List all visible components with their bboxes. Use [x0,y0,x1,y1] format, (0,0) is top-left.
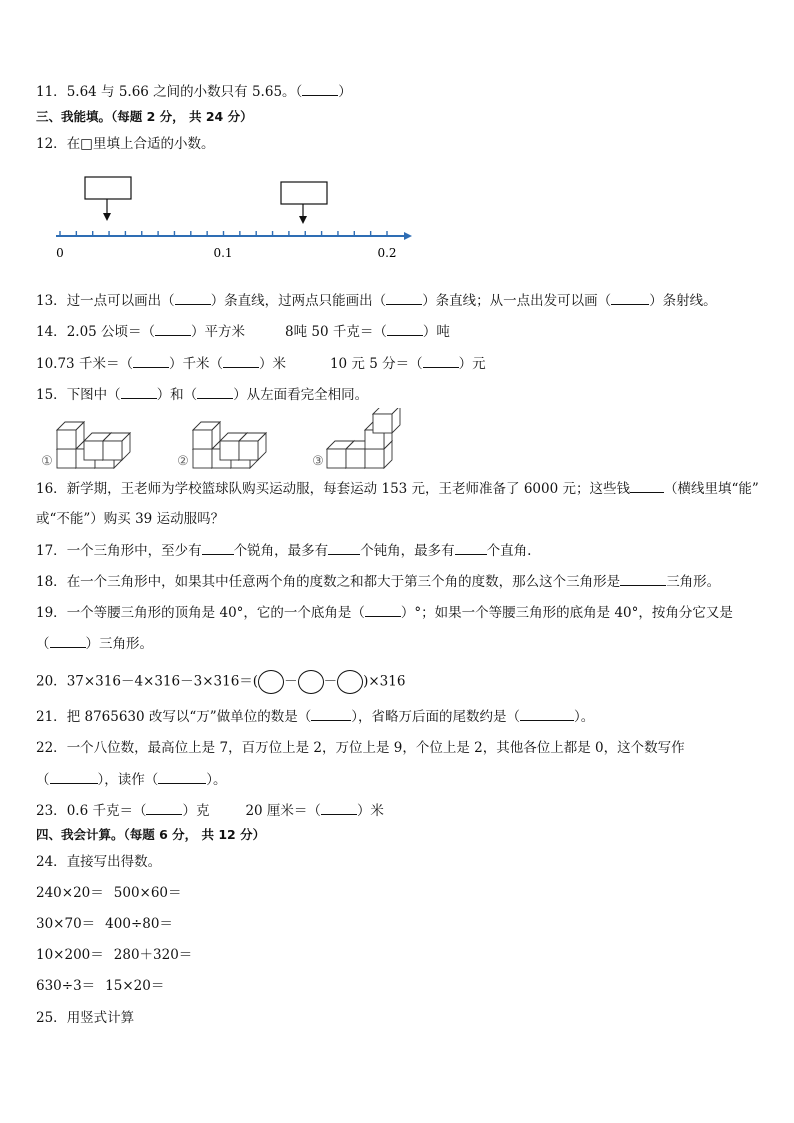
question-21: 21．把 8765630 改写以“万”做单位的数是（ ），省略万后面的尾数约是（ ）。 [36,709,595,725]
question-18: 18．在一个三角形中，如果其中任意两个角的度数之和都大于第三个角的度数，那么这个三角形是 三角形。 [36,574,721,590]
answer-box-2[interactable] [281,182,327,204]
section-3-title: 三、我能填。（每题 2 分， 共 24 分） [36,109,253,124]
number-line-ticks [60,231,387,236]
tick-label-0: 0 [56,246,64,260]
question-16-line-2: 或“不能”）购买 39 运动服吗？ [36,511,225,527]
section-4-title: 四、我会计算。（每题 6 分， 共 12 分） [36,827,266,842]
question-number: 11． [36,84,67,100]
question-23: 23．0.6 千克＝（ ）克 20 厘米＝（ ）米 [36,803,384,819]
figure-label-2: ② [177,454,189,469]
answer-blank[interactable] [155,322,191,336]
answer-blank[interactable] [311,707,351,721]
number-line-figure [0,165,794,265]
question-19-line-2: （ ）三角形。 [36,636,153,652]
answer-blank[interactable] [328,541,360,555]
answer-blank[interactable] [611,291,649,305]
answer-blank[interactable] [620,572,666,586]
figure-label-3: ③ [312,454,324,469]
answer-blank[interactable] [50,770,98,784]
question-12: 12．在□里填上合适的小数。 [36,136,215,152]
answer-blank[interactable] [302,82,338,96]
answer-blank[interactable] [386,291,422,305]
answer-blank[interactable] [197,385,233,399]
tick-label-0-1: 0.1 [213,246,233,260]
answer-blank[interactable] [365,603,401,617]
tick-label-0-2: 0.2 [377,246,397,260]
answer-blank[interactable] [175,291,211,305]
question-14-line-2: 10.73 千米＝（ ）千米（ ）米 10 元 5 分＝（ ）元 [36,356,486,372]
answer-blank[interactable] [223,354,259,368]
question-15: 15．下图中（ ）和（ ）从左面看完全相同。 [36,387,369,403]
question-22-line-2: （ ），读作（ ）。 [36,772,227,788]
answer-blank[interactable] [50,634,86,648]
calc-row-1: 240×20＝ 500×60＝ [36,885,182,901]
answer-blank[interactable] [202,541,234,555]
answer-circle-1[interactable] [258,670,284,694]
answer-circle-2[interactable] [298,670,324,694]
cube-figure-3 [327,408,400,468]
answer-box-1[interactable] [85,177,131,199]
question-11: 11．5.64 与 5.66 之间的小数只有 5.65。（ ） [36,84,352,100]
answer-blank[interactable] [158,770,206,784]
answer-blank[interactable] [423,354,459,368]
question-19-line-1: 19．一个等腰三角形的顶角是 40°，它的一个底角是（ ）°；如果一个等腰三角形的底角是 40°，按角分它又是 [36,605,733,621]
figure-label-1: ① [41,454,53,469]
calc-row-4: 630÷3＝ 15×20＝ [36,978,165,994]
question-24: 24．直接写出得数。 [36,854,162,870]
calc-row-2: 30×70＝ 400÷80＝ [36,916,173,932]
question-22-line-1: 22．一个八位数，最高位上是 7，百万位上是 2，万位上是 9，个位上是 2，其他各位上都是 0，这个数写作 [36,740,685,756]
question-16-line-1: 16．新学期，王老师为学校篮球队购买运动服，每套运动 153 元，王老师准备了 6000 元；这些钱 （横线里填“能” [36,481,759,497]
cube-figures [0,408,794,470]
answer-blank[interactable] [121,385,157,399]
number-line-arrowhead [404,232,412,240]
question-14-line-1: 14．2.05 公顷＝（ ）平方米 8吨 50 千克＝（ ）吨 [36,324,450,340]
cube-figure-1 [57,422,130,468]
cube-figure-2 [193,422,266,468]
answer-blank[interactable] [146,801,182,815]
question-20: 20．37×316－4×316－3×316＝( － － )×316 [36,670,405,694]
answer-circle-3[interactable] [337,670,363,694]
question-25: 25．用竖式计算 [36,1010,135,1026]
question-17: 17．一个三角形中，至少有 个锐角，最多有 个钝角，最多有 个直角. [36,543,532,559]
answer-blank[interactable] [455,541,487,555]
answer-blank[interactable] [321,801,357,815]
question-13: 13．过一点可以画出（ ）条直线，过两点只能画出（ ）条直线；从一点出发可以画（ ）条射线。 [36,293,717,309]
answer-blank[interactable] [630,479,664,493]
answer-blank[interactable] [133,354,169,368]
arrow-head-1 [103,213,111,221]
answer-blank[interactable] [387,322,423,336]
answer-blank[interactable] [520,707,574,721]
calc-row-3: 10×200＝ 280＋320＝ [36,947,193,963]
arrow-head-2 [299,216,307,224]
